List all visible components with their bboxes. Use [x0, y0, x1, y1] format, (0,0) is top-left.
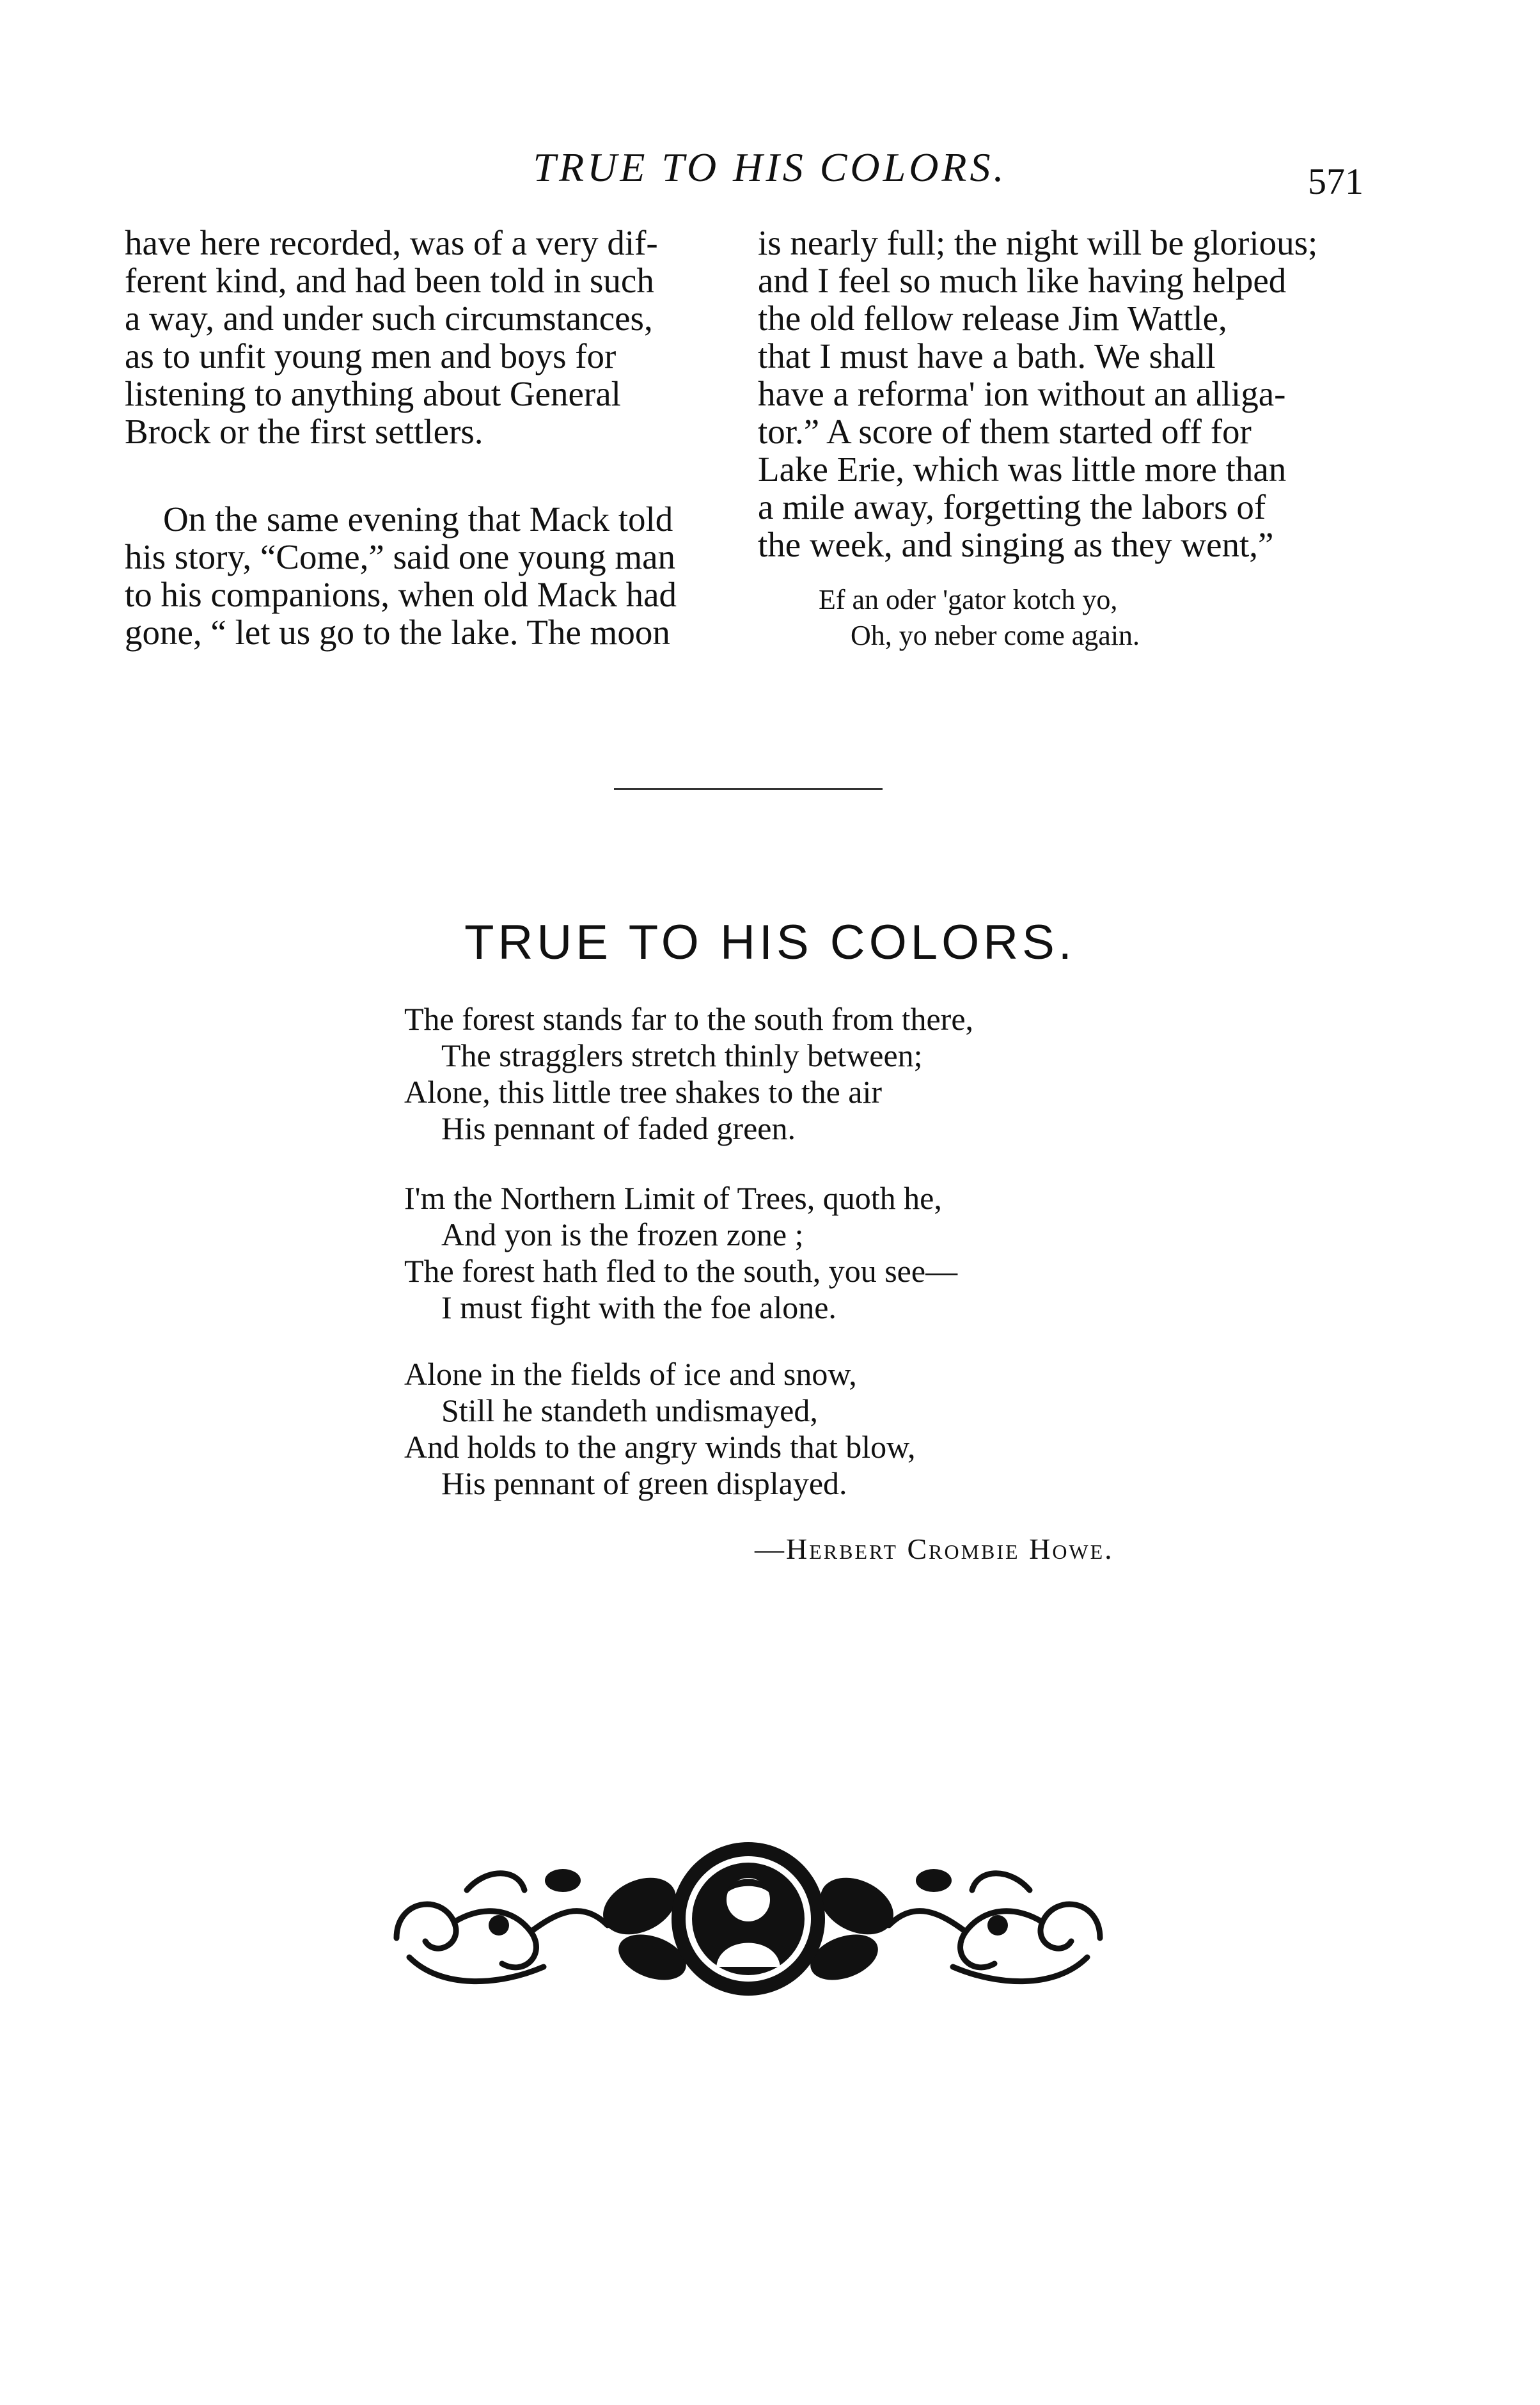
text-line: his story, “Come,” said one young man [125, 537, 676, 576]
poem-line: Alone in the fields of ice and snow, [404, 1356, 857, 1392]
running-title: TRUE TO HIS COLORS. [533, 145, 1007, 190]
right-paragraph [758, 224, 1372, 564]
text-line: that I must have a bath. We shall [758, 336, 1216, 375]
poem-line: And holds to the angry winds that blow, [404, 1429, 916, 1465]
text-line: listening to anything about General [125, 374, 621, 413]
poem-stanza-2 [404, 1180, 1236, 1326]
text-line: ferent kind, and had been told in such [125, 261, 654, 300]
text-line: and I feel so much like having helped [758, 261, 1287, 300]
text-line: tor.” A score of them started off for [758, 412, 1252, 451]
text-line: is nearly full; the night will be glorious; [758, 223, 1318, 262]
left-paragraph-2 [125, 500, 739, 651]
poem-attribution: —Herbert Crombie Howe. [755, 1533, 1114, 1565]
poem-line: The forest stands far to the south from there, [404, 1001, 974, 1037]
poem-line: I'm the Northern Limit of Trees, quoth he, [404, 1180, 942, 1216]
poem-line: His pennant of faded green. [441, 1110, 796, 1146]
poem-line: Alone, this little tree shakes to the air [404, 1074, 883, 1110]
section-divider [614, 788, 883, 790]
text-line: a mile away, forgetting the labors of [758, 487, 1266, 526]
poem-line: Still he standeth undismayed, [441, 1392, 818, 1428]
song-verse [819, 582, 1317, 654]
text-line: the week, and singing as they went,” [758, 525, 1274, 564]
poem-line: And yon is the frozen zone ; [441, 1217, 804, 1252]
text-line: have a reforma' ion without an alliga- [758, 374, 1286, 413]
verse-line: Ef an oder 'gator kotch yo, [819, 584, 1118, 615]
page-number: 571 [1308, 161, 1363, 202]
poem-line: His pennant of green displayed. [441, 1465, 847, 1501]
ornament-icon [371, 1829, 1126, 2008]
left-paragraph-1 [125, 224, 739, 450]
text-line: a way, and under such circumstances, [125, 299, 653, 338]
text-line: Brock or the first settlers. [125, 412, 483, 451]
poem-line: I must fight with the foe alone. [441, 1289, 837, 1325]
poem-stanza-1 [404, 1001, 1236, 1147]
poem-line: The stragglers stretch thinly between; [441, 1037, 923, 1073]
text-line: have here recorded, was of a very dif- [125, 223, 658, 262]
poem-title: TRUE TO HIS COLORS. [464, 915, 1076, 970]
text-line: Lake Erie, which was little more than [758, 450, 1287, 489]
poem-line: The forest hath fled to the south, you see— [404, 1253, 958, 1289]
text-line: to his companions, when old Mack had [125, 575, 677, 614]
text-line: gone, “ let us go to the lake. The moon [125, 613, 670, 652]
text-line: as to unfit young men and boys for [125, 336, 617, 375]
text-line: On the same evening that Mack told [163, 500, 673, 539]
verse-line: Oh, yo neber come again. [851, 620, 1140, 651]
poem-stanza-3 [404, 1356, 1236, 1502]
right-column [758, 224, 1372, 564]
text-line: the old fellow release Jim Wattle, [758, 299, 1227, 338]
left-column [125, 224, 739, 651]
